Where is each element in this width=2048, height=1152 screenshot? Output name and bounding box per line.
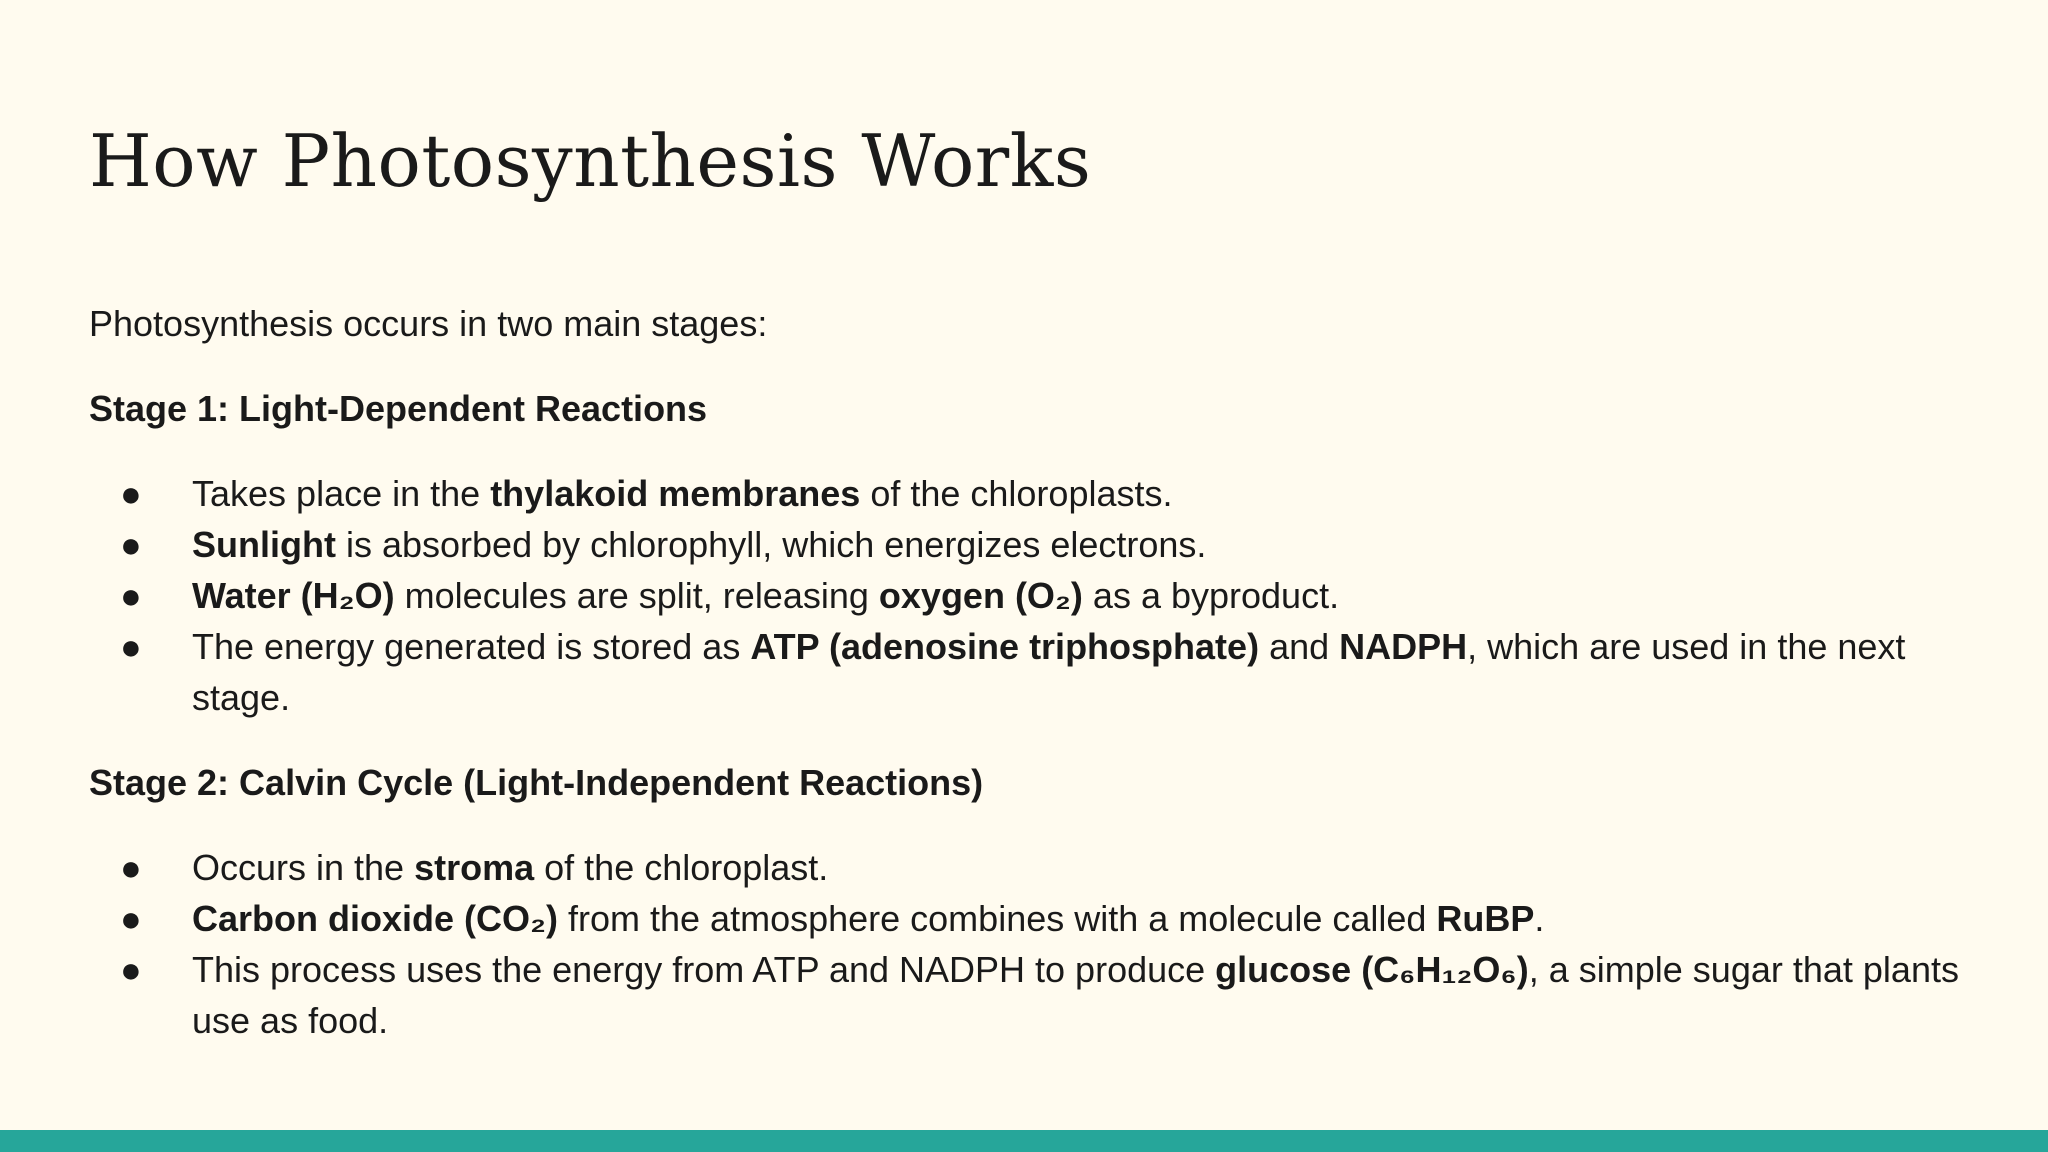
slide-body — [89, 298, 1989, 1080]
item-bold-text: RuBP — [1436, 898, 1535, 939]
list-item — [89, 519, 1989, 570]
bullet-icon: ● — [120, 847, 142, 888]
item-text: The energy generated is stored as — [192, 626, 751, 667]
footer-accent-bar — [0, 1130, 2048, 1152]
item-text: Takes place in the — [192, 473, 491, 514]
bullet-icon: ● — [120, 626, 142, 667]
stage-2-list — [89, 842, 1989, 1046]
item-text: molecules are split, releasing — [394, 575, 879, 616]
item-bold-text: Water (H₂O) — [192, 575, 395, 616]
list-item — [89, 621, 1989, 723]
item-text: , a simple sugar that plants use as food. — [192, 949, 1959, 1041]
item-text: from the atmosphere combines with a molecule called — [558, 898, 1437, 939]
item-bold-text: NADPH — [1339, 626, 1468, 667]
stage-1-heading: Stage 1: Light-Dependent Reactions — [89, 388, 708, 429]
item-text: as a byproduct. — [1082, 575, 1340, 616]
bullet-icon: ● — [120, 898, 142, 939]
bullet-icon: ● — [120, 524, 142, 565]
item-text: Occurs in the — [192, 847, 415, 888]
item-text: of the chloroplast. — [534, 847, 829, 888]
stage-1-list — [89, 468, 1989, 723]
item-text: and — [1259, 626, 1340, 667]
item-text: . — [1534, 898, 1545, 939]
slide-title: How Photosynthesis Works — [89, 119, 1092, 203]
list-item — [89, 893, 1989, 944]
list-item — [89, 944, 1989, 1046]
item-bold-text: ATP (adenosine triphosphate) — [750, 626, 1260, 667]
item-text: This process uses the energy from ATP and NADPH to produce — [192, 949, 1216, 990]
item-bold-text: Carbon dioxide (CO₂) — [192, 898, 558, 939]
bullet-icon: ● — [120, 575, 142, 616]
item-text: , which are used in the next stage. — [192, 626, 1906, 718]
item-bold-text: glucose (C₆H₁₂O₆) — [1215, 949, 1529, 990]
list-item — [89, 468, 1989, 519]
bullet-icon: ● — [120, 949, 142, 990]
item-bold-text: Sunlight — [192, 524, 336, 565]
item-bold-text: stroma — [414, 847, 535, 888]
item-text: of the chloroplasts. — [860, 473, 1173, 514]
stage-2-heading: Stage 2: Calvin Cycle (Light-Independent Reactions) — [89, 762, 984, 803]
list-item — [89, 570, 1989, 621]
bullet-icon: ● — [120, 473, 142, 514]
list-item — [89, 842, 1989, 893]
intro-text: Photosynthesis occurs in two main stages: — [89, 303, 768, 344]
item-bold-text: thylakoid membranes — [490, 473, 861, 514]
item-text: is absorbed by chlorophyll, which energizes electrons. — [335, 524, 1207, 565]
item-bold-text: oxygen (O₂) — [878, 575, 1083, 616]
